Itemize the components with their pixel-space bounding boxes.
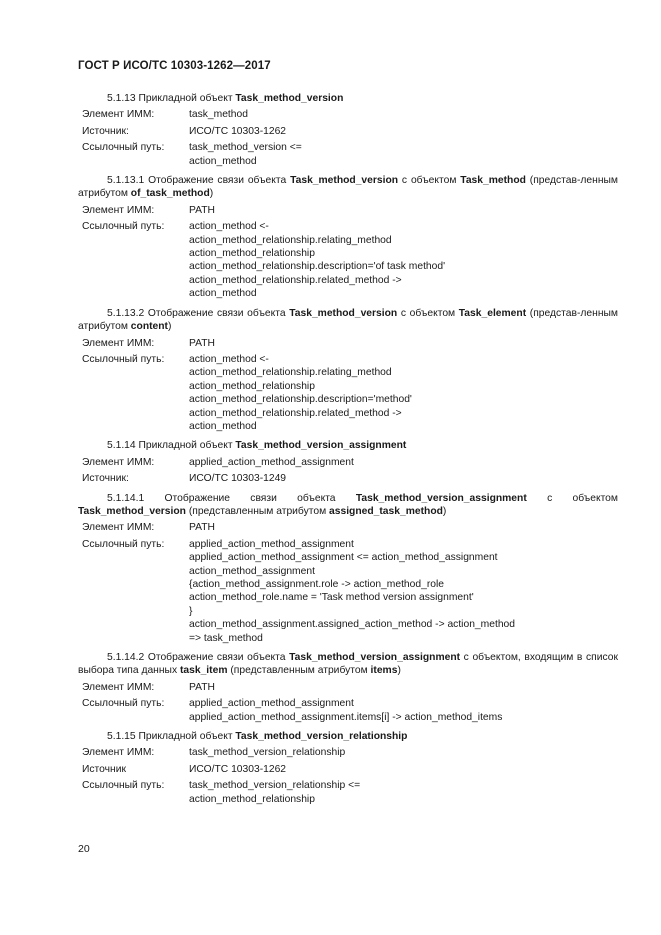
mim-element-row bbox=[78, 456, 618, 469]
standard-header: ГОСТ Р ИСО/ТС 10303-1262—2017 bbox=[78, 60, 271, 72]
section-number: 5.1.13 Прикладной объект bbox=[107, 93, 236, 104]
path-line: applied_action_method_assignment.items[i] -> action_method_items bbox=[189, 711, 503, 723]
path-line: } bbox=[189, 605, 193, 617]
reference-path bbox=[189, 779, 618, 806]
path-line: action_method <- bbox=[189, 221, 269, 233]
field-label: Элемент ИММ: bbox=[82, 681, 155, 693]
field-label: Элемент ИММ: bbox=[82, 109, 155, 121]
field-label: Элемент ИММ: bbox=[82, 747, 155, 759]
section-number: 5.1.14 Прикладной объект bbox=[107, 440, 236, 452]
text: (представленным атрибутом bbox=[185, 505, 330, 517]
section-heading-5-1-13-2 bbox=[78, 307, 618, 334]
path-line: action_method bbox=[189, 155, 257, 167]
object-name: Task_method bbox=[460, 175, 526, 187]
text: 5.1.13.2 Отображение связи объекта bbox=[107, 307, 290, 319]
path-line: action_method bbox=[189, 420, 257, 432]
path-line: action_method_relationship.relating_method bbox=[189, 367, 392, 379]
path-line: action_method_relationship.related_method -> bbox=[189, 407, 402, 419]
field-label: Элемент ИММ: bbox=[82, 204, 155, 216]
mim-element-row bbox=[78, 108, 618, 121]
field-label: Ссылочный путь: bbox=[82, 221, 165, 233]
field-value: task_method bbox=[189, 109, 248, 121]
reference-path-row bbox=[78, 353, 618, 433]
mim-element-row bbox=[78, 204, 618, 217]
mim-element-row bbox=[78, 746, 618, 759]
object-name: Task_method_version bbox=[290, 175, 399, 187]
object-name: Task_method_version_assignment bbox=[235, 440, 407, 452]
path-line: action_method_role.name = 'Task method version assignment' bbox=[189, 592, 474, 604]
reference-path-row bbox=[78, 538, 618, 645]
object-name: Task_method_version bbox=[78, 505, 186, 517]
path-line: task_method_version_relationship <= bbox=[189, 780, 361, 792]
text: (представленным атрибутом bbox=[227, 665, 371, 677]
reference-path-row bbox=[78, 141, 618, 168]
reference-path-row bbox=[78, 779, 618, 806]
field-label: Ссылочный путь: bbox=[82, 538, 165, 550]
reference-path-row bbox=[78, 220, 618, 300]
reference-path bbox=[189, 353, 618, 433]
object-name: Task_method_version_relationship bbox=[235, 731, 408, 743]
attribute-name: assigned_task_method bbox=[329, 505, 443, 517]
section-heading-5-1-15 bbox=[78, 730, 618, 743]
reference-path bbox=[189, 141, 618, 168]
text: ) bbox=[442, 505, 447, 517]
path-line: action_method bbox=[189, 288, 257, 300]
object-name: Task_element bbox=[458, 307, 527, 319]
attribute-name: items bbox=[370, 665, 398, 677]
field-label: Элемент ИММ: bbox=[82, 456, 155, 468]
path-line: action_method_relationship.relating_method bbox=[189, 234, 392, 246]
page-number: 20 bbox=[78, 843, 90, 855]
field-value: PATH bbox=[189, 337, 215, 349]
field-label: Ссылочный путь: bbox=[82, 353, 165, 365]
text: 5.1.14.2 Отображение связи объекта bbox=[107, 652, 290, 664]
reference-path bbox=[189, 697, 618, 724]
source-row bbox=[78, 472, 618, 485]
field-value: PATH bbox=[189, 522, 215, 534]
field-value: PATH bbox=[189, 681, 215, 693]
reference-path-row bbox=[78, 697, 618, 724]
text: с объектом bbox=[526, 492, 618, 504]
section-number: 5.1.15 Прикладной объект bbox=[107, 731, 236, 743]
text: 5.1.14.1 Отображение связи объекта bbox=[107, 492, 356, 504]
reference-path bbox=[189, 220, 618, 300]
path-line: applied_action_method_assignment bbox=[189, 538, 354, 550]
page-content bbox=[78, 92, 618, 809]
path-line: action_method_relationship bbox=[189, 793, 315, 805]
field-label: Ссылочный путь: bbox=[82, 780, 165, 792]
text: ) bbox=[209, 188, 214, 200]
field-label: Источник: bbox=[82, 473, 129, 485]
field-label: Источник bbox=[82, 763, 126, 775]
section-heading-5-1-14 bbox=[78, 439, 618, 452]
mim-element-row bbox=[78, 681, 618, 694]
mim-element-row bbox=[78, 337, 618, 350]
text: (представ-ленным атрибутом bbox=[78, 307, 618, 333]
text: с объектом bbox=[398, 175, 461, 187]
path-line: action_method_relationship bbox=[189, 380, 315, 392]
path-line: => task_method bbox=[189, 632, 263, 644]
field-value: ИСО/ТС 10303-1262 bbox=[189, 125, 287, 137]
path-line: action_method_relationship.description='of task method' bbox=[189, 261, 446, 273]
field-label: Ссылочный путь: bbox=[82, 698, 165, 710]
section-heading-5-1-13 bbox=[78, 92, 618, 105]
path-line: task_method_version <= bbox=[189, 142, 302, 154]
attribute-name: of_task_method bbox=[130, 188, 210, 200]
section-heading-5-1-14-2 bbox=[78, 651, 618, 678]
text: с объектом bbox=[397, 307, 459, 319]
path-line: applied_action_method_assignment <= action_method_assignment bbox=[189, 552, 498, 564]
object-name: Task_method_version bbox=[289, 307, 398, 319]
object-name: Task_method_version_assignment bbox=[289, 652, 461, 664]
path-line: action_method_assignment.assigned_action_method -> action_method bbox=[189, 619, 515, 631]
path-line: action_method_relationship bbox=[189, 248, 315, 260]
path-line: action_method_assignment bbox=[189, 565, 315, 577]
path-line: action_method_relationship.related_method -> bbox=[189, 274, 402, 286]
field-label: Ссылочный путь: bbox=[82, 142, 165, 154]
source-row bbox=[78, 763, 618, 776]
field-value: ИСО/ТС 10303-1262 bbox=[189, 763, 287, 775]
field-label: Источник: bbox=[82, 125, 129, 137]
section-heading-5-1-13-1 bbox=[78, 174, 618, 201]
text: ) bbox=[167, 321, 172, 333]
object-name: Task_method_version bbox=[235, 93, 344, 104]
path-line: action_method_relationship.description='method' bbox=[189, 394, 412, 406]
path-line: action_method <- bbox=[189, 353, 269, 365]
path-line: {action_method_assignment.role -> action_method_role bbox=[189, 579, 445, 590]
text: 5.1.13.1 Отображение связи объекта bbox=[107, 175, 291, 187]
text: ) bbox=[397, 665, 401, 677]
text: (представ-ленным атрибутом bbox=[78, 175, 618, 200]
field-value: ИСО/ТС 10303-1249 bbox=[189, 473, 287, 485]
source-row bbox=[78, 125, 618, 138]
field-value: PATH bbox=[189, 204, 215, 216]
type-name: task_item bbox=[179, 665, 228, 677]
path-line: applied_action_method_assignment bbox=[189, 698, 354, 710]
attribute-name: content bbox=[130, 321, 168, 333]
field-value: applied_action_method_assignment bbox=[189, 456, 354, 468]
object-name: Task_method_version_assignment bbox=[355, 492, 527, 504]
field-value: task_method_version_relationship bbox=[189, 747, 346, 759]
section-heading-5-1-14-1 bbox=[78, 492, 618, 519]
field-label: Элемент ИММ: bbox=[82, 522, 155, 534]
mim-element-row bbox=[78, 521, 618, 534]
field-label: Элемент ИММ: bbox=[82, 337, 155, 349]
text: с объектом, входящим в список выбора типа данных bbox=[78, 652, 618, 677]
reference-path bbox=[189, 538, 618, 645]
